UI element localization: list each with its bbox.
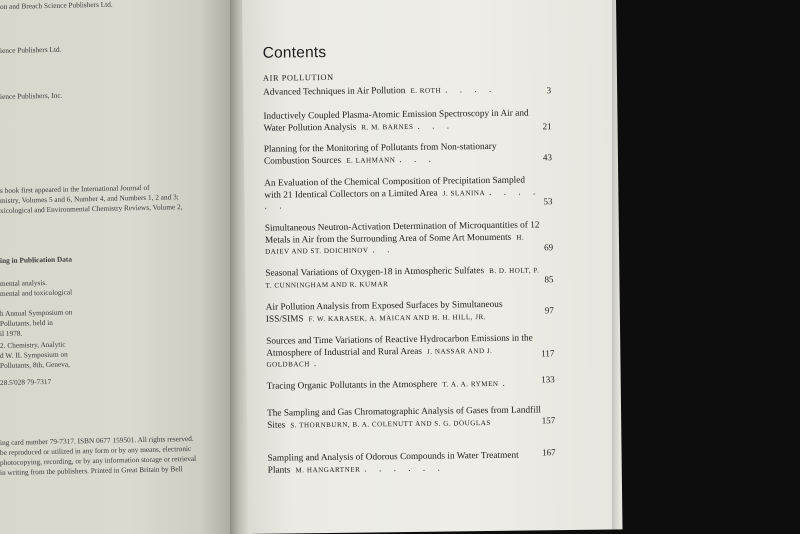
toc-entry[interactable]: An Evaluation of the Chemical Composition of Precipitation Sampled with 21 Identical Collectors on a Limited Area J. SLANINA . . . . . . — [264, 175, 541, 212]
toc-entry[interactable]: Simultaneous Neutron-Activation Determination of Microquantities of 12 Metals in Air from the Surrounding Area of Some Art Monuments H. DAIEV AND ST. DOICHINOV . . — [264, 220, 540, 256]
toc-entry-title: Planning for the Monitoring of Pollutants from Non-stationary Combustion Sources — [263, 141, 497, 167]
toc-page-number[interactable]: 167 — [541, 447, 556, 458]
toc-page-number[interactable]: 157 — [541, 415, 556, 426]
left-line: h Annual Symposium on — [0, 307, 73, 318]
toc-entry-title: Tracing Organic Pollutants in the Atmosphere — [266, 379, 438, 392]
toc-entry[interactable]: Sampling and Analysis of Odorous Compounds in Water Treatment Plants M. HANGARTNER . . . . . . — [267, 450, 519, 476]
toc-entry-title: Seasonal Variations of Oxygen-18 in Atmospheric Sulfates — [265, 266, 485, 279]
toc-page-number[interactable]: 21 — [542, 121, 552, 132]
left-line: s book first appeared in the International Journal of — [0, 182, 150, 195]
toc-page-number[interactable]: 69 — [543, 242, 554, 253]
left-line: mental and toxicological — [0, 287, 73, 298]
toc-entry-authors: J. SLANINA — [442, 188, 486, 198]
left-line: mistry, Volumes 5 and 6, Number 4, and Numbers 1, 2 and 3; — [0, 192, 179, 205]
toc-entry[interactable] — [265, 265, 541, 292]
toc-entry-title: An Evaluation of the Chemical Composition of Precipitation Sampled with 21 Identical Collectors on a Limited Area — [264, 175, 526, 201]
toc-page-number[interactable]: 117 — [541, 348, 555, 359]
left-line: 28.5'028 79-7317 — [0, 376, 52, 387]
left-line: il 1978. — [0, 328, 23, 338]
toc-entry[interactable] — [266, 299, 542, 326]
left-line: d W. II. Symposium on — [0, 349, 68, 360]
left-line: Pollutants, 8th, Geneva, — [0, 359, 71, 370]
toc-entry-authors: E. LAHMANN — [346, 155, 396, 165]
toc-entry-authors: R. M. BARNES — [361, 122, 414, 132]
toc-entry-authors: M. HANGARTNER — [295, 465, 361, 474]
left-line: in writing from the publishers. Printed in Great Britain by Bell — [0, 464, 183, 477]
toc-entry[interactable]: Planning for the Monitoring of Pollutants from Non-stationary Combustion Sources E. LAHMANN . . . — [263, 141, 497, 167]
left-line: xicological and Environmental Chemistry Reviews, Volume 2, — [0, 202, 183, 215]
toc-entry-title: Sampling and Analysis of Odorous Compounds in Water Treatment Plants — [267, 450, 519, 476]
toc-entry-authors: H. DAIEV AND ST. DOICHINOV — [265, 233, 525, 256]
section-heading: AIR POLLUTION — [262, 72, 334, 83]
toc-entry-title: The Sampling and Gas Chromatographic Analysis of Gases from Landfill Sites — [266, 405, 542, 431]
toc-page-number[interactable]: 97 — [544, 305, 554, 316]
left-line: Pollutants, held in — [0, 317, 53, 328]
toc-page-number[interactable]: 85 — [544, 274, 554, 285]
toc-entry-title: Sources and Time Variations of Reactive Hydrocarbon Emissions in the Atmosphere of Industrial and Rural Areas — [266, 333, 533, 359]
page-title: Contents — [262, 43, 327, 62]
toc-page-number[interactable]: 43 — [542, 152, 553, 163]
toc-entry[interactable]: Sources and Time Variations of Reactive Hydrocarbon Emissions in the Atmosphere of Industrial and Rural Areas J. NASSAR AND J. GOLDBACH . — [266, 333, 533, 370]
left-line: on and Breach Science Publishers Ltd. — [0, 0, 113, 11]
left-line: ing card number 79-7317. ISBN 0677 159501. All rights reserved. — [0, 433, 194, 447]
toc-entry-title: Simultaneous Neutron-Activation Determination of Microquantities of 12 Metals in Air from the Surrounding Area of Some Art Monuments — [264, 220, 540, 246]
toc-entry-title: Advanced Techniques in Air Pollution — [263, 86, 406, 98]
left-line: 2. Chemistry, Analytic — [0, 339, 66, 350]
toc-entry-authors: B. D. HOLT, P. T. CUNNINGHAM AND R. KUMAR — [265, 266, 540, 290]
toc-entry[interactable]: Tracing Organic Pollutants in the Atmosphere T. A. A. RYMEN . — [266, 378, 510, 392]
toc-entry-authors: J. NASSAR AND J. GOLDBACH — [266, 346, 493, 369]
left-page-copyright — [0, 0, 236, 534]
toc-page-number[interactable]: 3 — [546, 85, 552, 96]
toc-entry[interactable]: Inductively Coupled Plasma-Atomic Emission Spectroscopy in Air and Water Pollution Analysis R. M. BARNES . . . — [263, 108, 529, 134]
left-line: photocopying, recording, or by any information storage or retrieval — [0, 453, 197, 467]
toc-page-number[interactable]: 53 — [543, 196, 553, 207]
left-line: ience Publishers, Inc. — [0, 90, 63, 101]
left-line: ing in Publication Data — [0, 254, 73, 265]
toc-entry-title: Inductively Coupled Plasma-Atomic Emission Spectroscopy in Air and Water Pollution Analysis — [263, 108, 529, 134]
toc-entry[interactable]: Advanced Techniques in Air Pollution E. ROTH . . . . — [263, 84, 497, 98]
page-edge-shadow — [612, 0, 620, 534]
toc-entry-authors: E. ROTH — [410, 86, 442, 95]
left-line: be reproduced or utilized in any form or by any means, electronic — [0, 443, 192, 457]
right-page-contents — [242, 0, 622, 534]
toc-page-number[interactable]: 133 — [541, 374, 555, 385]
left-line: ience Publishers Ltd. — [0, 44, 62, 55]
left-line: mental analysis. — [0, 278, 48, 288]
toc-entry-authors: T. A. A. RYMEN — [442, 379, 499, 389]
toc-entry-title: Air Pollution Analysis from Exposed Surfaces by Simultaneous ISS/SIMS — [265, 299, 503, 325]
toc-entry-authors: F. W. KARASEK, A. MAICAN AND H. H. HILL, JR. — [308, 312, 486, 323]
toc-entry-authors: S. THORNBURN, B. A. COLENUTT AND S. G. DOUGLAS — [290, 418, 491, 430]
toc-entry[interactable] — [267, 405, 543, 432]
